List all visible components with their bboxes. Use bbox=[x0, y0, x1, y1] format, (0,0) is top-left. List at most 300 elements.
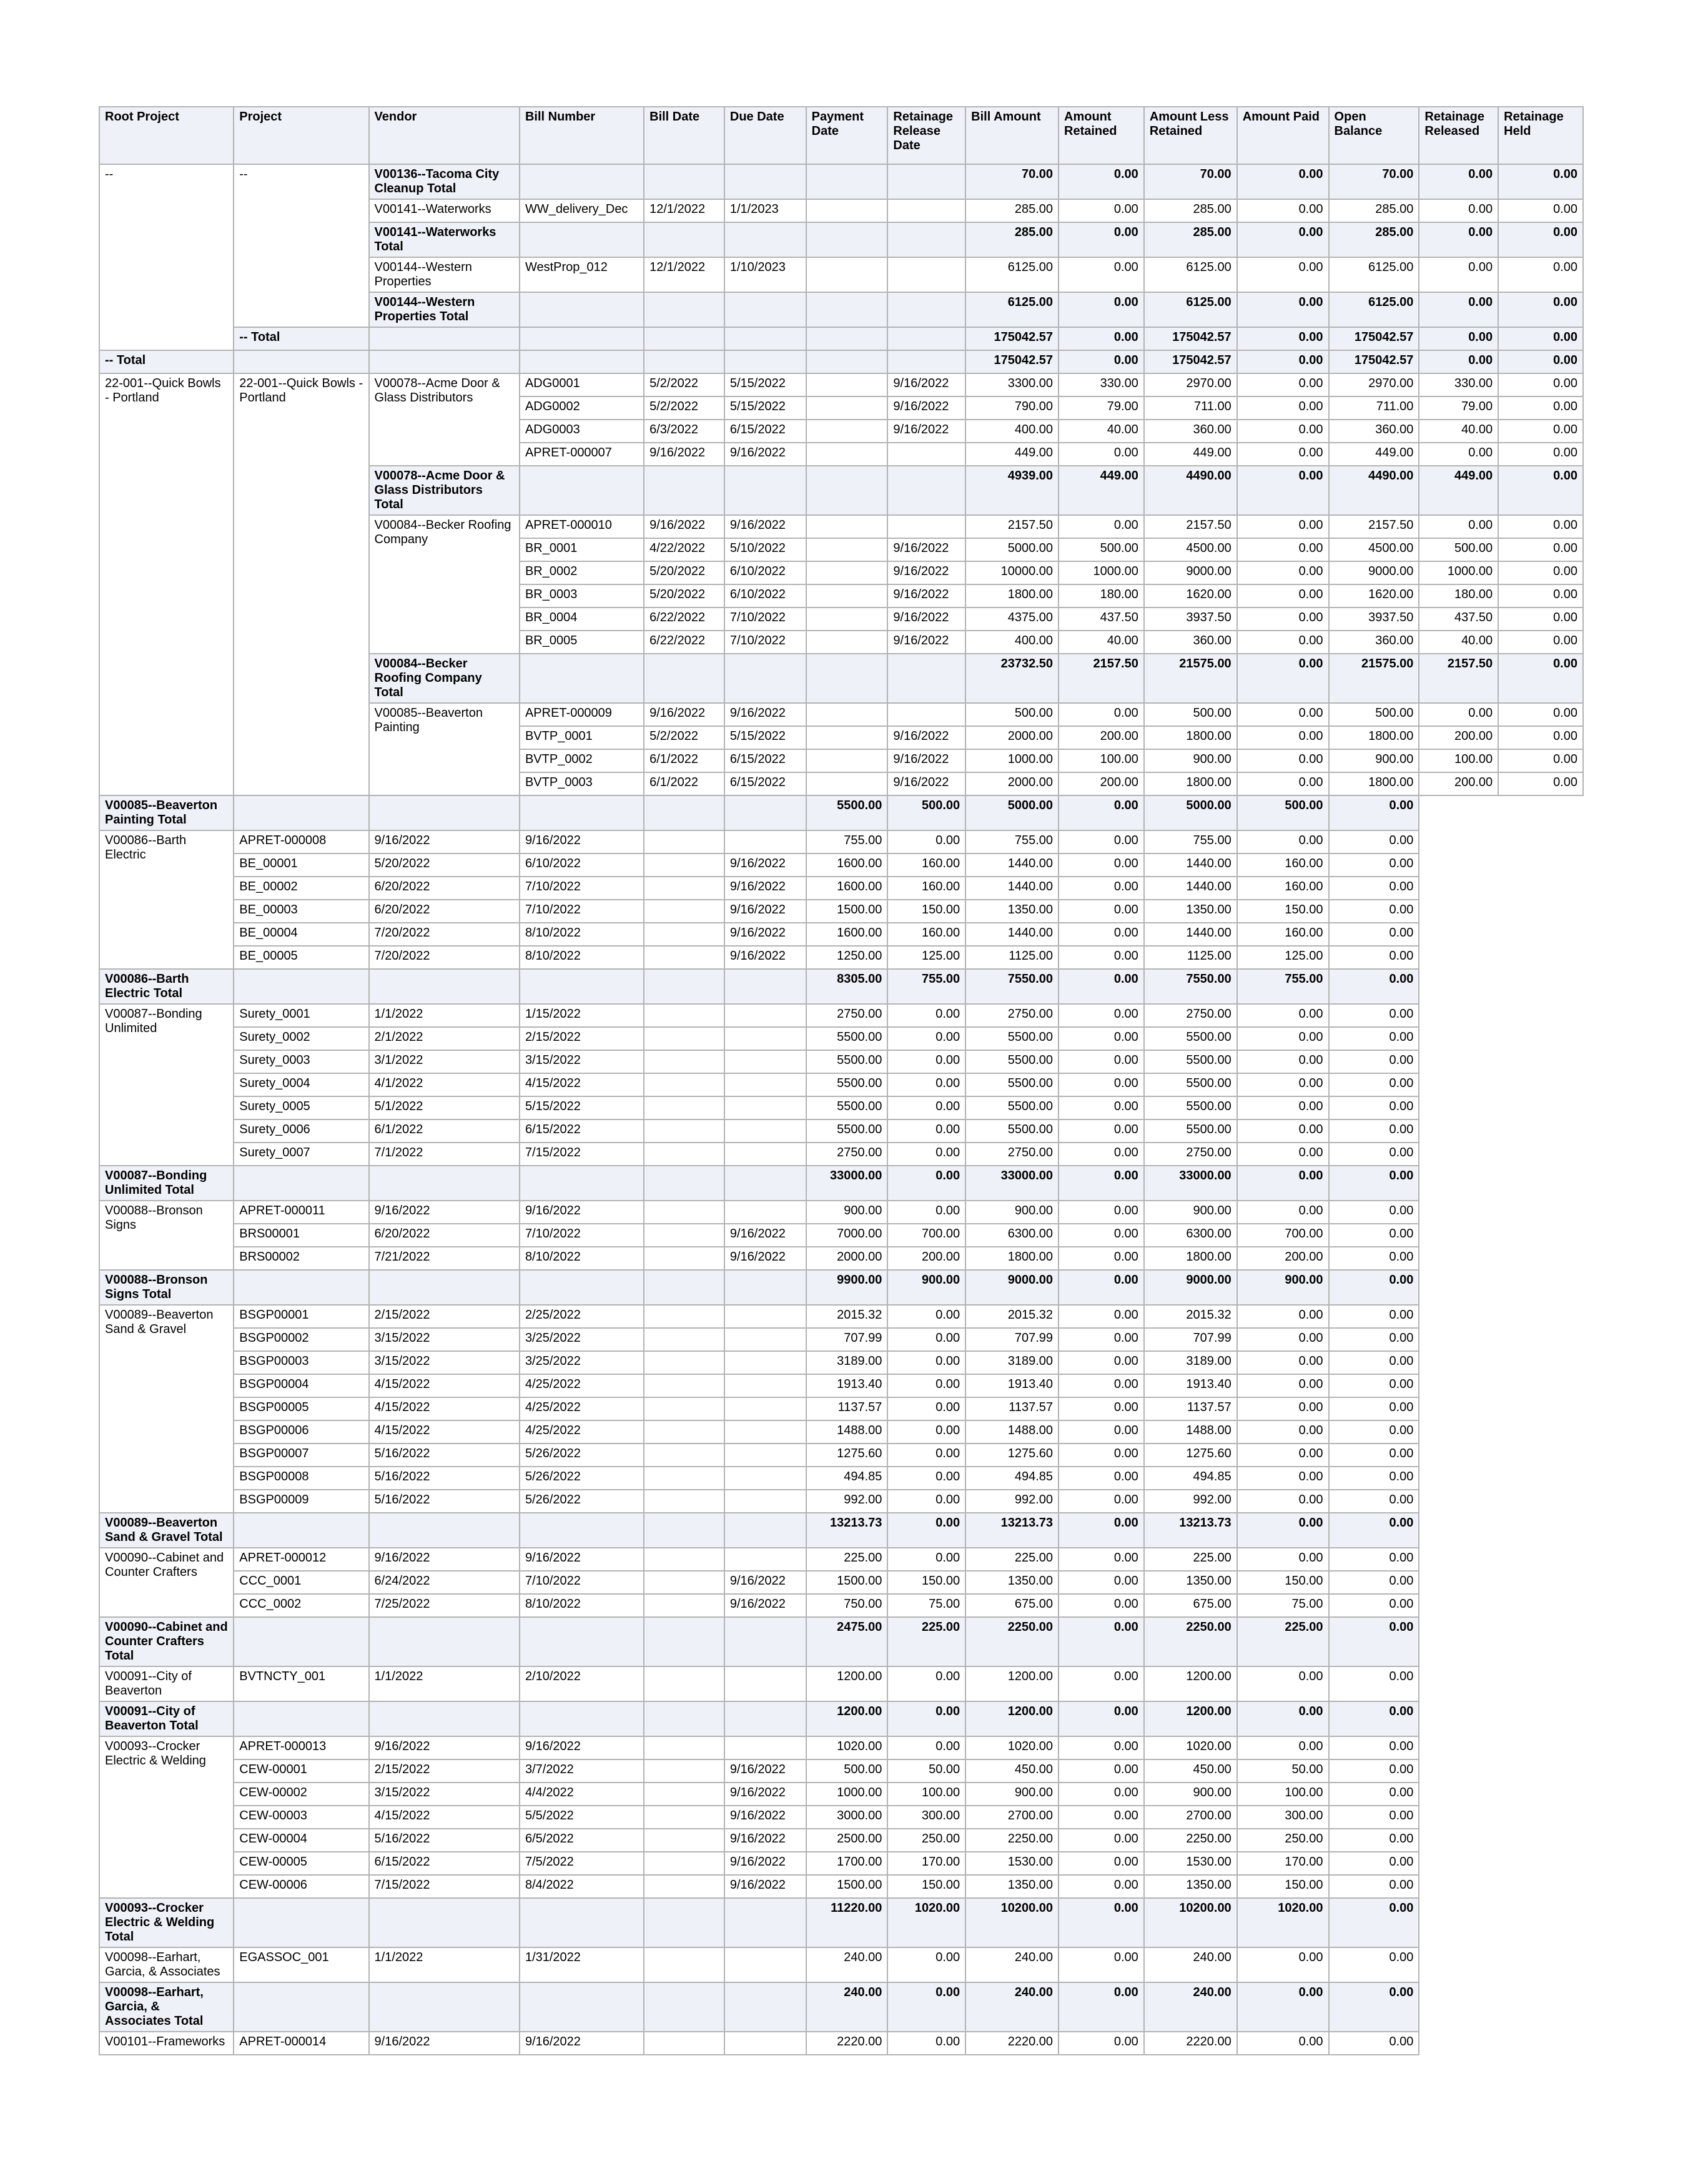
bill-amount-cell: 7000.00 bbox=[806, 1224, 888, 1247]
header-vendor: Vendor bbox=[369, 107, 520, 164]
amount-paid-cell: 0.00 bbox=[1237, 420, 1329, 443]
vendor-cell: V00078--Acme Door & Glass Distributors bbox=[369, 373, 520, 466]
bill-amount-cell: 1200.00 bbox=[806, 1666, 888, 1701]
retainage-held-cell: 0.00 bbox=[1329, 1701, 1419, 1736]
retainage-held-cell: 0.00 bbox=[1498, 420, 1583, 443]
retainage-released-cell: 0.00 bbox=[1419, 164, 1498, 199]
open-balance-cell: 2250.00 bbox=[1144, 1617, 1237, 1666]
bill-date-cell: 5/16/2022 bbox=[369, 1490, 520, 1513]
open-balance-cell: 5500.00 bbox=[1144, 1096, 1237, 1119]
due-date-cell: 7/15/2022 bbox=[520, 1143, 644, 1166]
bill-amount-cell: 2157.50 bbox=[965, 515, 1059, 538]
amount-paid-cell: 0.00 bbox=[1059, 1328, 1144, 1351]
amount-retained-cell: 75.00 bbox=[887, 1594, 965, 1617]
bill-row bbox=[99, 1444, 1583, 1467]
due-date-cell bbox=[520, 795, 644, 830]
retainage-released-cell: 0.00 bbox=[1237, 1701, 1329, 1736]
bill-number-cell: WW_delivery_Dec bbox=[520, 199, 644, 222]
retainage-released-cell: 0.00 bbox=[1237, 1096, 1329, 1119]
bill-amount-cell: 1200.00 bbox=[806, 1701, 888, 1736]
bill-amount-cell: 750.00 bbox=[806, 1594, 888, 1617]
retainage-held-cell: 0.00 bbox=[1329, 1571, 1419, 1594]
amount-less-retained-cell: 10200.00 bbox=[965, 1898, 1059, 1947]
bill-number-cell: Surety_0006 bbox=[234, 1119, 368, 1143]
amount-paid-cell: 0.00 bbox=[1237, 199, 1329, 222]
due-date-cell: 9/16/2022 bbox=[724, 515, 806, 538]
retainage-held-cell: 0.00 bbox=[1329, 1073, 1419, 1096]
due-date-cell bbox=[724, 466, 806, 515]
retainage-held-cell: 0.00 bbox=[1329, 1166, 1419, 1201]
bill-number-cell: BR_0005 bbox=[520, 631, 644, 654]
amount-less-retained-cell: 707.99 bbox=[965, 1328, 1059, 1351]
retainage-released-cell: 225.00 bbox=[1237, 1617, 1329, 1666]
retainage-release-date-cell bbox=[724, 795, 806, 830]
bill-amount-cell: 285.00 bbox=[965, 199, 1059, 222]
amount-retained-cell: 225.00 bbox=[887, 1617, 965, 1666]
bill-row bbox=[99, 1050, 1583, 1073]
due-date-cell: 2/15/2022 bbox=[520, 1027, 644, 1050]
retainage-released-cell: 0.00 bbox=[1237, 1444, 1329, 1467]
bill-row bbox=[99, 1224, 1583, 1247]
retainage-release-date-cell bbox=[724, 1513, 806, 1548]
bill-amount-cell: 1000.00 bbox=[965, 749, 1059, 772]
bill-number-cell: WestProp_012 bbox=[520, 257, 644, 292]
amount-less-retained-cell: 6300.00 bbox=[965, 1224, 1059, 1247]
bill-date-cell: 5/2/2022 bbox=[644, 396, 724, 420]
retainage-released-cell: 0.00 bbox=[1419, 515, 1498, 538]
amount-paid-cell: 0.00 bbox=[1237, 515, 1329, 538]
bill-number-cell: BE_00005 bbox=[234, 946, 368, 969]
amount-paid-cell: 0.00 bbox=[1059, 1305, 1144, 1328]
header-row bbox=[99, 107, 1583, 164]
retainage-held-cell: 0.00 bbox=[1329, 1852, 1419, 1875]
payment-date-cell bbox=[644, 1736, 724, 1759]
payment-date-cell bbox=[806, 607, 888, 631]
retainage-held-cell: 0.00 bbox=[1329, 1736, 1419, 1759]
bill-date-cell: 4/22/2022 bbox=[644, 538, 724, 561]
retainage-held-cell: 0.00 bbox=[1329, 1027, 1419, 1050]
amount-paid-cell: 0.00 bbox=[1059, 1247, 1144, 1270]
amount-retained-cell: 0.00 bbox=[887, 2032, 965, 2055]
retainage-release-date-cell: 9/16/2022 bbox=[724, 1571, 806, 1594]
vendor-total-row bbox=[99, 164, 1583, 199]
open-balance-cell: 1440.00 bbox=[1144, 877, 1237, 900]
payment-date-cell bbox=[806, 350, 888, 373]
bill-row bbox=[99, 1759, 1583, 1783]
open-balance-cell: 2970.00 bbox=[1329, 373, 1419, 396]
bill-amount-cell: 707.99 bbox=[806, 1328, 888, 1351]
bill-number-cell bbox=[234, 1617, 368, 1666]
retainage-release-date-cell bbox=[724, 1374, 806, 1397]
retainage-held-cell: 0.00 bbox=[1498, 396, 1583, 420]
bill-number-cell: ADG0001 bbox=[520, 373, 644, 396]
bill-row bbox=[99, 1073, 1583, 1096]
bill-amount-cell: 755.00 bbox=[806, 830, 888, 853]
bill-number-cell bbox=[234, 1701, 368, 1736]
project-total-label: -- Total bbox=[234, 327, 368, 350]
bill-amount-cell: 5500.00 bbox=[806, 1027, 888, 1050]
open-balance-cell: 500.00 bbox=[1329, 703, 1419, 726]
due-date-cell: 8/10/2022 bbox=[520, 946, 644, 969]
bill-row bbox=[99, 1305, 1583, 1328]
bill-date-cell bbox=[369, 1166, 520, 1201]
retainage-held-cell: 0.00 bbox=[1498, 654, 1583, 703]
bill-number-cell: BSGP00001 bbox=[234, 1305, 368, 1328]
amount-retained-cell: 500.00 bbox=[887, 795, 965, 830]
bill-number-cell: BE_00004 bbox=[234, 923, 368, 946]
retainage-release-date-cell: 9/16/2022 bbox=[887, 538, 965, 561]
payment-date-cell bbox=[806, 199, 888, 222]
retainage-released-cell: 0.00 bbox=[1237, 1947, 1329, 1982]
retainage-release-date-cell bbox=[887, 327, 965, 350]
retainage-release-date-cell: 9/16/2022 bbox=[724, 1247, 806, 1270]
amount-paid-cell: 0.00 bbox=[1059, 923, 1144, 946]
bill-row bbox=[99, 1548, 1583, 1571]
bill-date-cell bbox=[369, 1513, 520, 1548]
retainage-released-cell: 0.00 bbox=[1237, 1004, 1329, 1027]
retainage-release-date-cell bbox=[887, 654, 965, 703]
retainage-release-date-cell: 9/16/2022 bbox=[724, 1829, 806, 1852]
amount-retained-cell: 2157.50 bbox=[1059, 654, 1144, 703]
bill-date-cell: 6/22/2022 bbox=[644, 631, 724, 654]
retainage-held-cell: 0.00 bbox=[1329, 1548, 1419, 1571]
amount-less-retained-cell: 1800.00 bbox=[965, 1247, 1059, 1270]
bill-date-cell: 9/16/2022 bbox=[369, 1548, 520, 1571]
payment-date-cell bbox=[644, 1617, 724, 1666]
bill-date-cell bbox=[644, 164, 724, 199]
payment-date-cell bbox=[644, 1759, 724, 1783]
amount-retained-cell: 200.00 bbox=[887, 1247, 965, 1270]
bill-row bbox=[99, 1119, 1583, 1143]
open-balance-cell: 2250.00 bbox=[1144, 1829, 1237, 1852]
bill-date-cell: 1/1/2022 bbox=[369, 1947, 520, 1982]
bill-date-cell: 5/16/2022 bbox=[369, 1829, 520, 1852]
vendor-total-label: V00085--Beaverton Painting Total bbox=[99, 795, 234, 830]
bill-amount-cell: 1000.00 bbox=[806, 1783, 888, 1806]
amount-paid-cell: 0.00 bbox=[1059, 1351, 1144, 1374]
bill-amount-cell: 5000.00 bbox=[965, 538, 1059, 561]
payment-date-cell bbox=[644, 946, 724, 969]
amount-retained-cell: 0.00 bbox=[887, 1947, 965, 1982]
bill-amount-cell: 4939.00 bbox=[965, 466, 1059, 515]
amount-paid-cell: 0.00 bbox=[1059, 1143, 1144, 1166]
amount-retained-cell: 0.00 bbox=[1059, 292, 1144, 327]
payment-date-cell bbox=[806, 515, 888, 538]
due-date-cell bbox=[520, 969, 644, 1004]
open-balance-cell: 4500.00 bbox=[1329, 538, 1419, 561]
open-balance-cell: 3937.50 bbox=[1329, 607, 1419, 631]
retainage-released-cell: 0.00 bbox=[1237, 1328, 1329, 1351]
open-balance-cell: 2750.00 bbox=[1144, 1004, 1237, 1027]
amount-less-retained-cell: 1200.00 bbox=[965, 1666, 1059, 1701]
open-balance-cell: 1800.00 bbox=[1329, 772, 1419, 795]
payment-date-cell bbox=[644, 1004, 724, 1027]
amount-less-retained-cell: 9000.00 bbox=[1144, 561, 1237, 584]
amount-paid-cell: 0.00 bbox=[1059, 1617, 1144, 1666]
open-balance-cell: 70.00 bbox=[1329, 164, 1419, 199]
amount-paid-cell: 0.00 bbox=[1237, 584, 1329, 607]
retainage-held-cell: 0.00 bbox=[1329, 1420, 1419, 1444]
bill-amount-cell: 2500.00 bbox=[806, 1829, 888, 1852]
bill-number-cell: BSGP00003 bbox=[234, 1351, 368, 1374]
payment-date-cell bbox=[806, 772, 888, 795]
retainage-released-cell: 0.00 bbox=[1237, 1490, 1329, 1513]
payment-date-cell bbox=[806, 420, 888, 443]
amount-retained-cell: 0.00 bbox=[887, 1982, 965, 2032]
retainage-released-cell: 330.00 bbox=[1419, 373, 1498, 396]
due-date-cell: 9/16/2022 bbox=[724, 443, 806, 466]
bill-date-cell bbox=[369, 1982, 520, 2032]
retainage-released-cell: 700.00 bbox=[1237, 1224, 1329, 1247]
amount-paid-cell: 0.00 bbox=[1059, 1829, 1144, 1852]
payment-date-cell bbox=[806, 749, 888, 772]
bill-date-cell: 4/15/2022 bbox=[369, 1806, 520, 1829]
retainage-released-cell: 50.00 bbox=[1237, 1759, 1329, 1783]
amount-less-retained-cell: 70.00 bbox=[1144, 164, 1237, 199]
open-balance-cell: 2220.00 bbox=[1144, 2032, 1237, 2055]
header-payment-date: Payment Date bbox=[806, 107, 888, 164]
amount-retained-cell: 449.00 bbox=[1059, 466, 1144, 515]
retainage-release-date-cell bbox=[724, 1305, 806, 1328]
bill-number-cell: BSGP00009 bbox=[234, 1490, 368, 1513]
bill-number-cell bbox=[520, 350, 644, 373]
retainage-held-cell: 0.00 bbox=[1498, 538, 1583, 561]
due-date-cell: 9/16/2022 bbox=[520, 1548, 644, 1571]
retainage-held-cell: 0.00 bbox=[1498, 749, 1583, 772]
bill-date-cell: 9/16/2022 bbox=[369, 1201, 520, 1224]
bill-row bbox=[99, 1736, 1583, 1759]
amount-retained-cell: 300.00 bbox=[887, 1806, 965, 1829]
retainage-release-date-cell: 9/16/2022 bbox=[887, 561, 965, 584]
bill-amount-cell: 449.00 bbox=[965, 443, 1059, 466]
amount-retained-cell: 0.00 bbox=[887, 1166, 965, 1201]
open-balance-cell: 240.00 bbox=[1144, 1947, 1237, 1982]
retainage-release-date-cell: 9/16/2022 bbox=[887, 373, 965, 396]
retainage-released-cell: 100.00 bbox=[1419, 749, 1498, 772]
open-balance-cell: 1020.00 bbox=[1144, 1736, 1237, 1759]
bill-date-cell: 6/20/2022 bbox=[369, 1224, 520, 1247]
bill-amount-cell: 1500.00 bbox=[806, 900, 888, 923]
amount-retained-cell: 0.00 bbox=[887, 1201, 965, 1224]
bill-number-cell: APRET-000008 bbox=[234, 830, 368, 853]
payment-date-cell bbox=[644, 1397, 724, 1420]
due-date-cell: 5/10/2022 bbox=[724, 538, 806, 561]
retainage-released-cell: 0.00 bbox=[1237, 1420, 1329, 1444]
payment-date-cell bbox=[806, 222, 888, 257]
bill-row bbox=[99, 1004, 1583, 1027]
payment-date-cell bbox=[806, 396, 888, 420]
bill-number-cell: EGASSOC_001 bbox=[234, 1947, 368, 1982]
bill-number-cell bbox=[234, 1982, 368, 2032]
retainage-released-cell: 0.00 bbox=[1237, 1397, 1329, 1420]
bill-number-cell: BRS00002 bbox=[234, 1247, 368, 1270]
bill-row bbox=[99, 946, 1583, 969]
bill-amount-cell: 400.00 bbox=[965, 631, 1059, 654]
bill-amount-cell: 3189.00 bbox=[806, 1351, 888, 1374]
retainage-released-cell: 125.00 bbox=[1237, 946, 1329, 969]
amount-paid-cell: 0.00 bbox=[1059, 1513, 1144, 1548]
retainage-release-date-cell bbox=[887, 164, 965, 199]
bill-number-cell: Surety_0005 bbox=[234, 1096, 368, 1119]
retainage-released-cell: 900.00 bbox=[1237, 1270, 1329, 1305]
payment-date-cell bbox=[644, 1119, 724, 1143]
open-balance-cell: 2015.32 bbox=[1144, 1305, 1237, 1328]
amount-paid-cell: 0.00 bbox=[1059, 1898, 1144, 1947]
amount-less-retained-cell: 2750.00 bbox=[965, 1004, 1059, 1027]
amount-paid-cell: 0.00 bbox=[1237, 373, 1329, 396]
retainage-held-cell: 0.00 bbox=[1329, 830, 1419, 853]
amount-less-retained-cell: 21575.00 bbox=[1144, 654, 1237, 703]
retainage-release-date-cell bbox=[887, 257, 965, 292]
open-balance-cell: 4490.00 bbox=[1329, 466, 1419, 515]
retainage-release-date-cell: 9/16/2022 bbox=[887, 726, 965, 749]
bill-date-cell: 5/16/2022 bbox=[369, 1444, 520, 1467]
bill-number-cell: BVTP_0002 bbox=[520, 749, 644, 772]
payment-date-cell bbox=[644, 877, 724, 900]
retainage-released-cell: 200.00 bbox=[1419, 726, 1498, 749]
amount-paid-cell: 0.00 bbox=[1059, 1119, 1144, 1143]
retainage-release-date-cell bbox=[724, 1898, 806, 1947]
payment-date-cell bbox=[644, 1548, 724, 1571]
amount-retained-cell: 0.00 bbox=[887, 1467, 965, 1490]
retainage-released-cell: 0.00 bbox=[1237, 1666, 1329, 1701]
vendor-cell: V00141--Waterworks bbox=[369, 199, 520, 222]
amount-retained-cell: 0.00 bbox=[887, 1736, 965, 1759]
open-balance-cell: 450.00 bbox=[1144, 1759, 1237, 1783]
payment-date-cell bbox=[644, 1420, 724, 1444]
retainage-held-cell: 0.00 bbox=[1498, 327, 1583, 350]
retainage-released-cell: 0.00 bbox=[1419, 327, 1498, 350]
due-date-cell: 1/15/2022 bbox=[520, 1004, 644, 1027]
bill-date-cell bbox=[644, 350, 724, 373]
bill-date-cell: 6/1/2022 bbox=[369, 1119, 520, 1143]
payment-date-cell bbox=[644, 1201, 724, 1224]
bill-number-cell: Surety_0002 bbox=[234, 1027, 368, 1050]
due-date-cell: 6/15/2022 bbox=[724, 420, 806, 443]
vendor-cell: V00090--Cabinet and Counter Crafters bbox=[99, 1548, 234, 1617]
bill-amount-cell: 70.00 bbox=[965, 164, 1059, 199]
retainage-release-date-cell: 9/16/2022 bbox=[724, 853, 806, 877]
bill-date-cell bbox=[644, 327, 724, 350]
bill-date-cell bbox=[369, 969, 520, 1004]
vendor-total-row bbox=[99, 969, 1583, 1004]
payment-date-cell bbox=[644, 1666, 724, 1701]
amount-less-retained-cell: 2250.00 bbox=[965, 1829, 1059, 1852]
vendor-cell: V00091--City of Beaverton bbox=[99, 1666, 234, 1701]
bill-number-cell bbox=[520, 327, 644, 350]
bill-amount-cell: 5500.00 bbox=[806, 795, 888, 830]
retainage-released-cell: 0.00 bbox=[1419, 199, 1498, 222]
vendor-cell: V00085--Beaverton Painting bbox=[369, 703, 520, 795]
open-balance-cell: 33000.00 bbox=[1144, 1166, 1237, 1201]
amount-paid-cell: 0.00 bbox=[1059, 1467, 1144, 1490]
bill-amount-cell: 13213.73 bbox=[806, 1513, 888, 1548]
bill-row bbox=[99, 1096, 1583, 1119]
retainage-released-cell: 0.00 bbox=[1237, 830, 1329, 853]
amount-less-retained-cell: 5500.00 bbox=[965, 1096, 1059, 1119]
amount-less-retained-cell: 755.00 bbox=[965, 830, 1059, 853]
bill-amount-cell: 5500.00 bbox=[806, 1050, 888, 1073]
retainage-held-cell: 0.00 bbox=[1329, 1328, 1419, 1351]
retainage-release-date-cell bbox=[724, 1947, 806, 1982]
bill-number-cell: BR_0001 bbox=[520, 538, 644, 561]
bill-amount-cell: 1913.40 bbox=[806, 1374, 888, 1397]
bill-amount-cell: 2015.32 bbox=[806, 1305, 888, 1328]
header-project: Project bbox=[234, 107, 368, 164]
amount-paid-cell: 0.00 bbox=[1059, 1736, 1144, 1759]
bill-number-cell: BR_0002 bbox=[520, 561, 644, 584]
amount-retained-cell: 0.00 bbox=[1059, 222, 1144, 257]
bill-date-cell: 1/1/2022 bbox=[369, 1004, 520, 1027]
bill-number-cell: BVTP_0003 bbox=[520, 772, 644, 795]
open-balance-cell: 175042.57 bbox=[1329, 350, 1419, 373]
amount-less-retained-cell: 711.00 bbox=[1144, 396, 1237, 420]
bill-number-cell: Surety_0007 bbox=[234, 1143, 368, 1166]
retainage-release-date-cell bbox=[724, 1166, 806, 1201]
amount-paid-cell: 0.00 bbox=[1237, 631, 1329, 654]
amount-less-retained-cell: 2015.32 bbox=[965, 1305, 1059, 1328]
bill-date-cell bbox=[369, 795, 520, 830]
bill-amount-cell: 1700.00 bbox=[806, 1852, 888, 1875]
header-due-date: Due Date bbox=[724, 107, 806, 164]
due-date-cell: 4/25/2022 bbox=[520, 1420, 644, 1444]
due-date-cell: 6/5/2022 bbox=[520, 1829, 644, 1852]
amount-paid-cell: 0.00 bbox=[1237, 561, 1329, 584]
bill-number-cell: Surety_0001 bbox=[234, 1004, 368, 1027]
retainage-held-cell: 0.00 bbox=[1498, 292, 1583, 327]
bill-date-cell: 4/15/2022 bbox=[369, 1397, 520, 1420]
bill-amount-cell: 500.00 bbox=[806, 1759, 888, 1783]
retainage-release-date-cell bbox=[724, 1666, 806, 1701]
bill-date-cell: 3/15/2022 bbox=[369, 1351, 520, 1374]
payment-date-cell bbox=[644, 853, 724, 877]
payment-date-cell bbox=[644, 1875, 724, 1898]
bill-date-cell: 9/16/2022 bbox=[644, 703, 724, 726]
due-date-cell bbox=[724, 350, 806, 373]
bill-row bbox=[99, 2032, 1583, 2055]
retainage-release-date-cell bbox=[887, 222, 965, 257]
payment-date-cell bbox=[644, 1467, 724, 1490]
retainage-release-date-cell: 9/16/2022 bbox=[724, 1594, 806, 1617]
payment-date-cell bbox=[644, 1224, 724, 1247]
vendor-total-row bbox=[99, 1166, 1583, 1201]
payment-date-cell bbox=[806, 703, 888, 726]
payment-date-cell bbox=[644, 2032, 724, 2055]
retainage-release-date-cell: 9/16/2022 bbox=[724, 923, 806, 946]
bill-date-cell: 5/20/2022 bbox=[644, 561, 724, 584]
retainage-released-cell: 0.00 bbox=[1237, 1143, 1329, 1166]
bill-number-cell bbox=[234, 969, 368, 1004]
bill-amount-cell: 11220.00 bbox=[806, 1898, 888, 1947]
bill-number-cell: CCC_0001 bbox=[234, 1571, 368, 1594]
bill-amount-cell: 1600.00 bbox=[806, 853, 888, 877]
bill-row bbox=[99, 1143, 1583, 1166]
due-date-cell: 7/10/2022 bbox=[724, 607, 806, 631]
bill-row bbox=[99, 1829, 1583, 1852]
payment-date-cell bbox=[644, 1096, 724, 1119]
amount-less-retained-cell: 3189.00 bbox=[965, 1351, 1059, 1374]
amount-retained-cell: 160.00 bbox=[887, 853, 965, 877]
bill-number-cell: CEW-00006 bbox=[234, 1875, 368, 1898]
payment-date-cell bbox=[644, 969, 724, 1004]
vendor-total-row bbox=[99, 1270, 1583, 1305]
retainage-held-cell: 0.00 bbox=[1329, 1666, 1419, 1701]
bill-date-cell bbox=[369, 1270, 520, 1305]
amount-paid-cell: 0.00 bbox=[1237, 257, 1329, 292]
retainage-release-date-cell: 9/16/2022 bbox=[887, 749, 965, 772]
open-balance-cell: 1800.00 bbox=[1144, 1247, 1237, 1270]
amount-retained-cell: 0.00 bbox=[1059, 515, 1144, 538]
